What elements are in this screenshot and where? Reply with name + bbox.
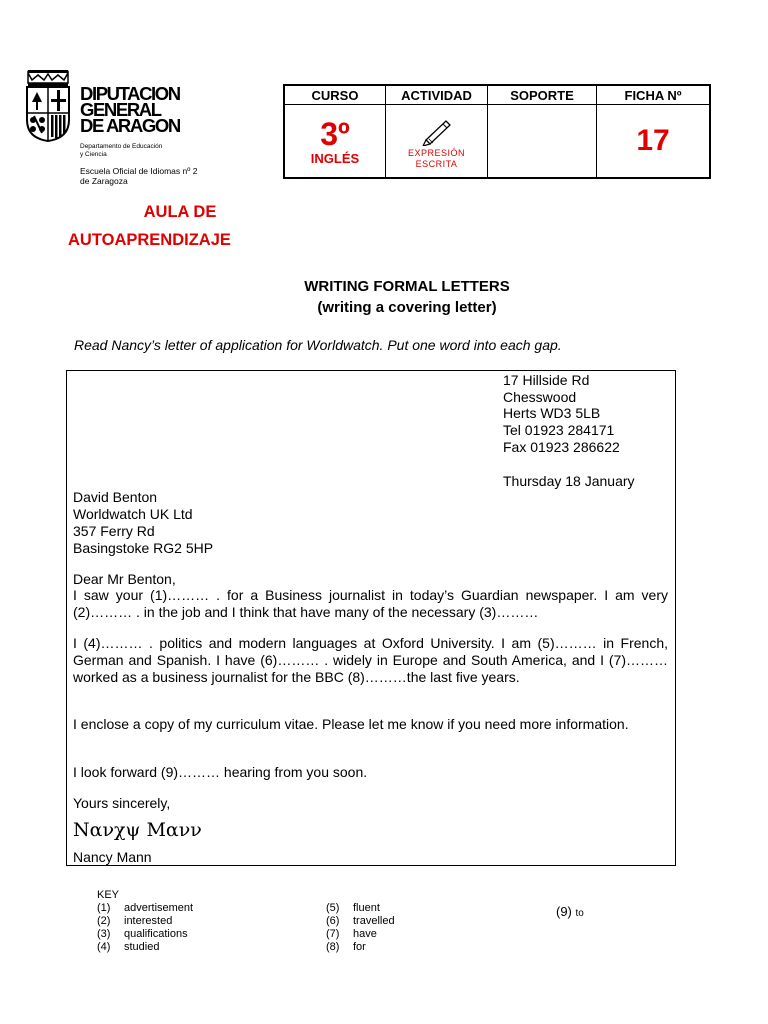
key-number: (2) xyxy=(97,915,111,927)
key-word: studied xyxy=(124,941,160,953)
worksheet-header-table xyxy=(283,84,711,179)
worksheet-title: WRITING FORMAL LETTERS xyxy=(304,278,510,295)
key-word: travelled xyxy=(353,915,395,927)
aula-line-1: AULA DE xyxy=(143,203,217,221)
pencil-icon xyxy=(420,116,454,146)
organization-name xyxy=(80,83,180,136)
soporte-label: SOPORTE xyxy=(488,85,597,105)
worksheet-subtitle: (writing a covering letter) xyxy=(317,299,497,316)
soporte-cell xyxy=(488,105,597,179)
sender-address-line: Tel 01923 284171 xyxy=(503,422,615,439)
key-number: (7) xyxy=(326,928,340,940)
paragraph-2: I (4)……… . politics and modern languages at Oxford University. I am (5)……… in French, German and Spanish. I have (6)……… . widely in Europe and South America, and I (7)……… worked as a business journalist for the BBC (8)………the last five years. xyxy=(73,635,668,685)
school-name xyxy=(80,166,197,186)
paragraph-4: I look forward (9)……… hearing from you soon. xyxy=(73,764,368,780)
sender-address-line: Herts WD3 5LB xyxy=(503,405,601,422)
signature: Νανχψ Μανν xyxy=(73,819,202,841)
recipient-address xyxy=(73,489,213,557)
key-word: qualifications xyxy=(124,928,188,940)
key-item xyxy=(326,941,395,954)
key-item xyxy=(97,902,193,915)
recipient-address-line: Worldwatch UK Ltd xyxy=(73,506,193,522)
paragraph-3: I enclose a copy of my curriculum vitae. Please let me know if you need more information. xyxy=(73,716,629,732)
paragraph-1: I saw your (1)……… . for a Business journalist in today’s Guardian newspaper. I am very (2)……… . in the job and I think that have many of the necessary (3)……… xyxy=(73,587,668,620)
instructions: Read Nancy’s letter of application for Worldwatch. Put one word into each gap. xyxy=(74,337,562,353)
curso-cell xyxy=(284,105,386,179)
key-number: (9) xyxy=(556,904,572,919)
actividad-cell xyxy=(386,105,488,179)
key-number: (5) xyxy=(326,902,340,914)
key-word: advertisement xyxy=(124,902,194,914)
key-word: have xyxy=(353,928,377,940)
org-line-1: DIPUTACION xyxy=(80,83,180,104)
department-line-2: y Ciencia xyxy=(80,151,107,158)
salutation: Dear Mr Benton, xyxy=(73,571,176,587)
ficha-number: 17 xyxy=(636,124,670,157)
key-item xyxy=(326,902,395,915)
key-number: (1) xyxy=(97,902,111,914)
school-line-2: de Zaragoza xyxy=(80,176,128,186)
key-item-9 xyxy=(556,904,584,919)
school-line-1: Escuela Oficial de Idiomas nº 2 xyxy=(80,166,198,176)
aula-heading xyxy=(70,198,290,254)
coat-of-arms-logo xyxy=(22,70,74,142)
department-line-1: Departamento de Educación xyxy=(80,143,163,150)
letter-date: Thursday 18 January xyxy=(503,473,635,489)
key-number: (8) xyxy=(326,941,340,953)
department-name xyxy=(80,143,162,159)
key-word: fluent xyxy=(353,902,380,914)
key-number: (4) xyxy=(97,941,111,953)
curso-subject: INGLÉS xyxy=(310,150,360,166)
key-item xyxy=(326,915,395,928)
actividad-line-1: EXPRESIÓN xyxy=(407,148,465,158)
actividad-line-2: ESCRITA xyxy=(415,159,458,169)
key-word: for xyxy=(353,941,366,953)
curso-label: CURSO xyxy=(284,85,386,105)
curso-value: 3º xyxy=(320,115,350,152)
actividad-label: ACTIVIDAD xyxy=(386,85,488,105)
key-number: (3) xyxy=(97,928,111,940)
ficha-label: FICHA Nº xyxy=(597,85,711,105)
signer-name: Nancy Mann xyxy=(73,849,152,865)
key-item xyxy=(326,928,395,941)
answer-key-heading: KEY xyxy=(97,889,120,901)
recipient-address-line: Basingstoke RG2 5HP xyxy=(73,540,214,556)
recipient-address-line: David Benton xyxy=(73,489,158,505)
recipient-address-line: 357 Ferry Rd xyxy=(73,523,155,539)
sender-address xyxy=(503,372,620,456)
sender-address-line: Chesswood xyxy=(503,388,577,405)
key-word: interested xyxy=(124,915,173,927)
key-item xyxy=(97,928,193,941)
org-line-3: DE ARAGON xyxy=(80,115,180,136)
sender-address-line: 17 Hillside Rd xyxy=(503,372,590,388)
key-number: (6) xyxy=(326,915,340,927)
sender-address-line: Fax 01923 286622 xyxy=(503,438,620,455)
key-item xyxy=(97,915,193,928)
org-line-2: GENERAL xyxy=(80,99,161,120)
key-item xyxy=(97,941,193,954)
ficha-cell xyxy=(597,105,711,179)
aula-line-2: AUTOAPRENDIZAJE xyxy=(68,231,231,249)
answer-key-column-2 xyxy=(326,902,395,954)
key-word: to xyxy=(575,908,584,919)
answer-key-column-1 xyxy=(97,902,193,954)
closing: Yours sincerely, xyxy=(73,795,171,811)
